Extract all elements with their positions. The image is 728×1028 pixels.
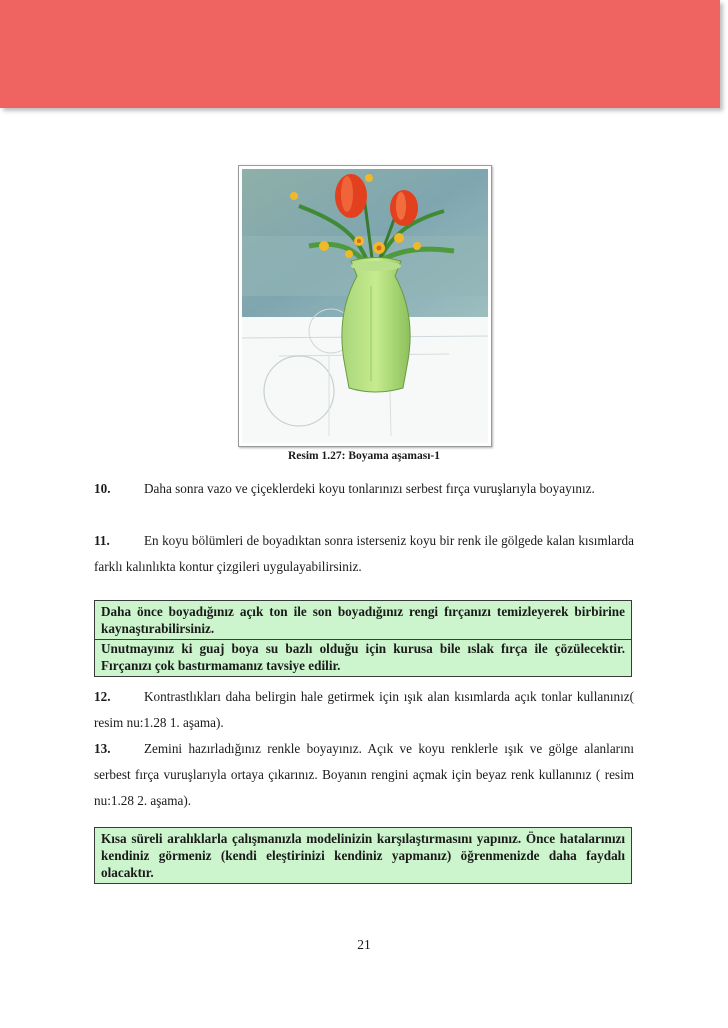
step-number: 12. [94, 689, 111, 704]
page-number: 21 [357, 937, 371, 952]
step-11 [94, 528, 634, 580]
tulip-painting-image [239, 166, 491, 446]
tip-line: Daha önce boyadığınız açık ton ile son boyadığınız rengi fırçanızı temizleyerek birbirine kaynaştırabilirsiniz. [101, 604, 625, 636]
step-10 [94, 476, 634, 502]
tip-line: Kısa süreli aralıklarla çalışmanızla modelinizin karşılaştırmasını yapınız. Önce hatalarınızı kendiniz görmeniz (kendi eleştirinizi kendiniz yapmanız) öğrenmenizde daha faydalı olacaktır. [101, 831, 625, 880]
painting-figure [238, 165, 492, 447]
tip-box-1 [94, 600, 632, 677]
step-12 [94, 684, 634, 736]
step-number: 13. [94, 741, 111, 756]
step-text: Daha sonra vazo ve çiçeklerdeki koyu tonlarınızı serbest fırça vuruşlarıyla boyayınız. [144, 481, 595, 496]
figure-caption: Resim 1.27: Boyama aşaması-1 [287, 450, 441, 462]
header-banner [0, 0, 720, 108]
tip-box-2 [94, 827, 632, 884]
step-number: 10. [94, 481, 111, 496]
step-13 [94, 736, 634, 814]
step-text: En koyu bölümleri de boyadıktan sonra isterseniz koyu bir renk ile gölgede kalan kısımlarda farklı kalınlıkta kontur çizgileri uygulayabilirsiniz. [94, 533, 634, 574]
step-number: 11. [94, 533, 110, 548]
step-text: Zemini hazırladığınız renkle boyayınız. Açık ve koyu renklerle ışık ve gölge alanlarını serbest fırça vuruşlarıyla ortaya çıkarınız. Boyanın rengini açmak için beyaz renk kullanınız ( resim nu:1.28 2. aşama). [94, 741, 634, 808]
tip-line: Unutmayınız ki guaj boya su bazlı olduğu için kurusa bile ıslak fırça ile çözülecektir. Fırçanızı çok bastırmamanız tavsiye edilir. [95, 639, 631, 674]
step-text: Kontrastlıkları daha belirgin hale getirmek için ışık alan kısımlarda açık tonlar kullanınız( resim nu:1.28 1. aşama). [94, 689, 634, 730]
